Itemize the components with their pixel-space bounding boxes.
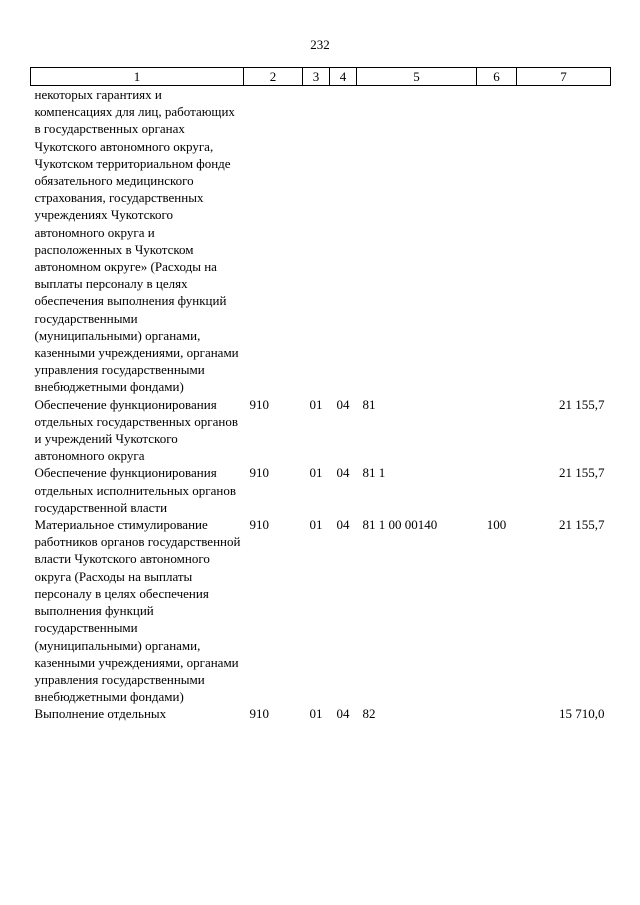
column-header-1: 1: [31, 68, 244, 86]
row-target: 81: [362, 396, 376, 412]
column-number-row: [31, 68, 611, 86]
row-target: 81 1 00 00140: [362, 517, 438, 533]
row-name: Материальное стимулирование работников органов государственной власти Чукотского автономного округа (Расходы на выплаты персоналу в целях обеспечения выполнения функций государственными (муниципальными) органами, казенными учреждениями, органами управления государственными внебюджетными фондами): [34, 517, 241, 705]
row-subsection: 04: [336, 706, 350, 722]
row-ministry: [244, 86, 303, 396]
row-subsection: 04: [336, 396, 350, 412]
row-target: 82: [362, 706, 376, 722]
row-target: [357, 86, 477, 396]
row-name: некоторых гарантиях и компенсациях для лиц, работающих в государственных органах Чукотского автономного округа, Чукотском территориальном фонде обязательного медицинского страхования, государственных учреждениях Чукотского автономного округа и расположенных в Чукотском автономном округе» (Расходы на выплаты персоналу в целях обеспечения выполнения функций государственными (муниципальными) органами, казенными учреждениями, органами управления государственными внебюджетными фондами): [34, 87, 239, 395]
table-row: [31, 464, 611, 516]
column-header-4: 4: [330, 68, 357, 86]
page-number: 232: [310, 37, 330, 52]
table-row: [31, 86, 611, 396]
row-amount: 21 155,7: [559, 396, 605, 412]
row-expense-type: 100: [486, 517, 507, 533]
row-subsection: 04: [336, 465, 350, 481]
row-target: 81 1: [362, 465, 386, 481]
column-header-5: 5: [357, 68, 477, 86]
row-name: Обеспечение функционирования отдельных исполнительных органов государственной власти: [34, 465, 236, 515]
row-ministry: 910: [249, 465, 269, 481]
budget-table: [30, 67, 611, 723]
row-expense-type: [477, 464, 517, 516]
row-expense-type: [477, 396, 517, 465]
row-section: 01: [309, 396, 323, 412]
row-amount: [517, 86, 611, 396]
column-header-7: 7: [517, 68, 611, 86]
row-ministry: 910: [249, 706, 269, 722]
row-section: 01: [309, 517, 323, 533]
row-expense-type: [477, 86, 517, 396]
row-subsection: 04: [336, 517, 350, 533]
row-amount: 21 155,7: [559, 465, 605, 481]
table-row: [31, 396, 611, 465]
row-subsection: [330, 86, 357, 396]
row-section: [303, 86, 330, 396]
row-amount: 15 710,0: [559, 706, 605, 722]
row-ministry: 910: [249, 396, 269, 412]
row-ministry: 910: [249, 517, 269, 533]
column-header-6: 6: [477, 68, 517, 86]
row-amount: 21 155,7: [559, 517, 605, 533]
row-section: 01: [309, 706, 323, 722]
row-section: 01: [309, 465, 323, 481]
column-header-3: 3: [303, 68, 330, 86]
table-row: [31, 705, 611, 722]
table-row: [31, 516, 611, 705]
row-name: Обеспечение функционирования отдельных государственных органов и учреждений Чукотского автономного округа: [34, 396, 238, 464]
column-header-2: 2: [244, 68, 303, 86]
row-expense-type: [477, 705, 517, 722]
row-name: Выполнение отдельных: [34, 706, 167, 722]
